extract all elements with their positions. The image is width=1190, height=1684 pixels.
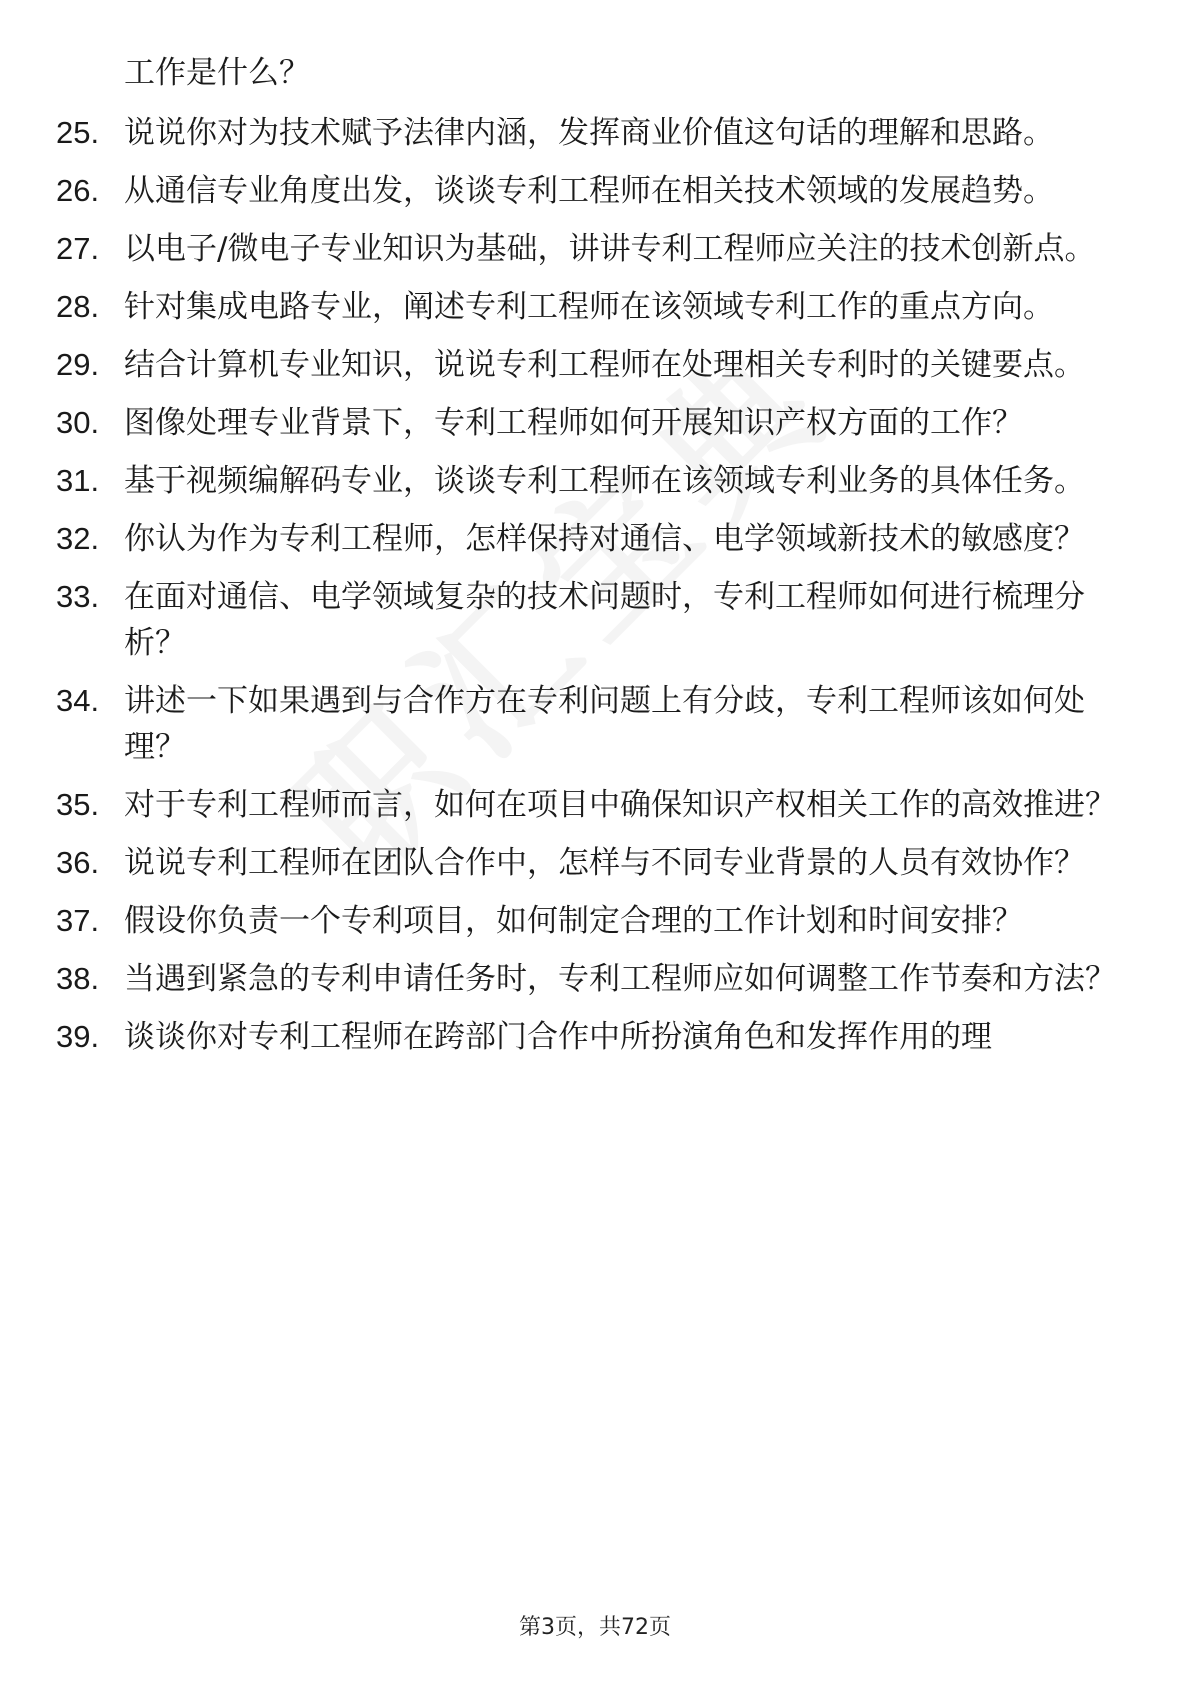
question-number: 26. [56, 173, 100, 208]
question-number: 33. [56, 579, 100, 614]
question-text: 当遇到紧急的专利申请任务时，专利工程师应如何调整工作节奏和方法？ [124, 961, 1116, 997]
question-item [56, 678, 1126, 770]
question-number: 30. [56, 405, 100, 440]
question-item [56, 342, 1126, 388]
question-item [56, 458, 1126, 504]
question-text: 基于视频编解码专业，谈谈专利工程师在该领域专利业务的具体任务。 [124, 463, 1085, 499]
question-text: 从通信专业角度出发，谈谈专利工程师在相关技术领域的发展趋势。 [124, 173, 1054, 209]
question-item [56, 898, 1126, 944]
question-text: 结合计算机专业知识，说说专利工程师在处理相关专利时的关键要点。 [124, 347, 1085, 383]
continued-question-text: 工作是什么？ [124, 55, 310, 91]
question-text: 在面对通信、电学领域复杂的技术问题时，专利工程师如何进行梳理分析？ [124, 579, 1085, 661]
question-number: 25. [56, 115, 100, 150]
question-number: 31. [56, 463, 100, 498]
question-text: 说说你对为技术赋予法律内涵，发挥商业价值这句话的理解和思路。 [124, 115, 1054, 151]
page-footer: 第3页，共72页 [519, 1615, 671, 1640]
question-text: 针对集成电路专业，阐述专利工程师在该领域专利工作的重点方向。 [124, 289, 1054, 325]
question-text: 以电子/微电子专业知识为基础，讲讲专利工程师应关注的技术创新点。 [124, 231, 1096, 267]
question-text: 你认为作为专利工程师，怎样保持对通信、电学领域新技术的敏感度？ [124, 521, 1085, 557]
question-text: 说说专利工程师在团队合作中，怎样与不同专业背景的人员有效协作？ [124, 845, 1085, 881]
question-item [56, 516, 1126, 562]
question-text: 谈谈你对专利工程师在跨部门合作中所扮演角色和发挥作用的理 [124, 1019, 992, 1055]
question-number: 38. [56, 961, 100, 996]
question-item [56, 226, 1126, 272]
question-list [56, 110, 1126, 1072]
question-item [56, 284, 1126, 330]
question-number: 29. [56, 347, 100, 382]
question-item [56, 168, 1126, 214]
question-item [56, 956, 1126, 1002]
question-text: 图像处理专业背景下，专利工程师如何开展知识产权方面的工作？ [124, 405, 1023, 441]
question-number: 28. [56, 289, 100, 324]
question-item [56, 110, 1126, 156]
question-number: 27. [56, 231, 100, 266]
question-text: 对于专利工程师而言，如何在项目中确保知识产权相关工作的高效推进？ [124, 787, 1116, 823]
question-item [56, 400, 1126, 446]
question-number: 32. [56, 521, 100, 556]
question-text: 假设你负责一个专利项目，如何制定合理的工作计划和时间安排？ [124, 903, 1023, 939]
question-text: 讲述一下如果遇到与合作方在专利问题上有分歧，专利工程师该如何处理？ [124, 683, 1085, 765]
question-item [56, 1014, 1126, 1060]
question-number: 39. [56, 1019, 100, 1054]
question-item [56, 840, 1126, 886]
question-item [56, 782, 1126, 828]
question-number: 35. [56, 787, 100, 822]
question-number: 36. [56, 845, 100, 880]
question-number: 34. [56, 683, 100, 718]
question-number: 37. [56, 903, 100, 938]
question-item [56, 574, 1126, 666]
